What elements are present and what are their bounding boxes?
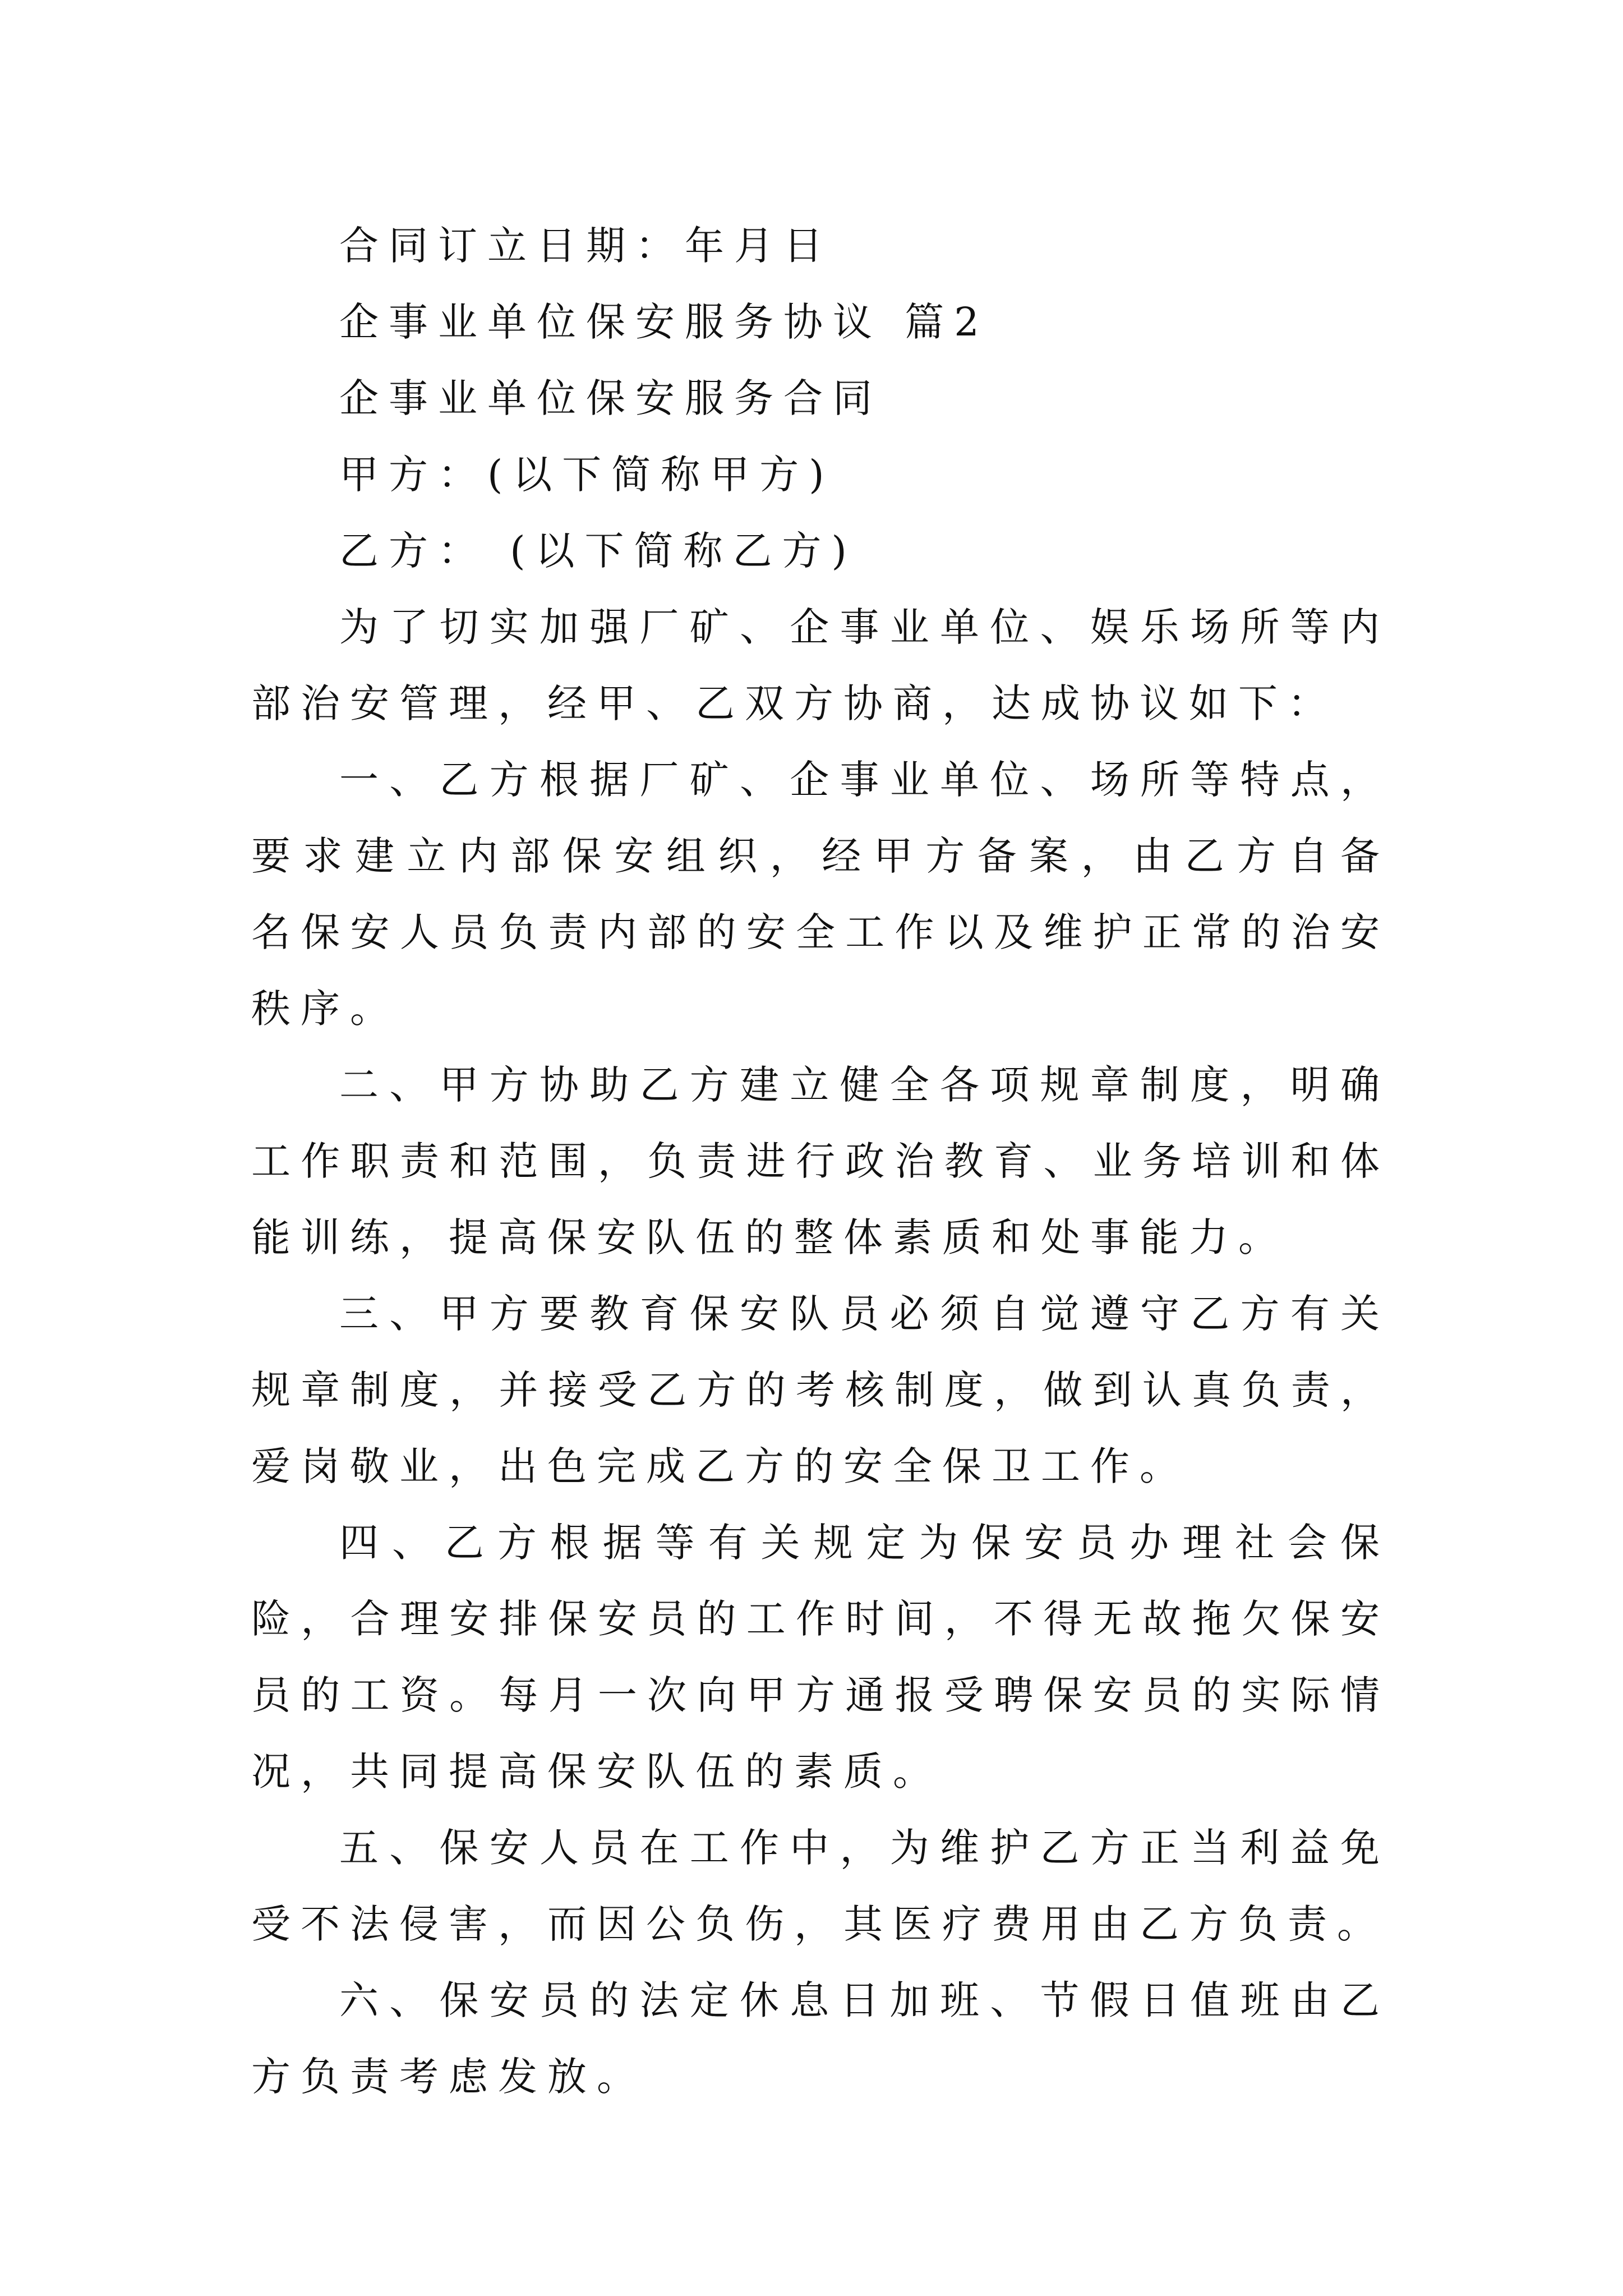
clause-5: 五、保安人员在工作中，为维护乙方正当利益免受不法侵害，而因公负伤，其医疗费用由乙方负责。 bbox=[251, 1825, 1390, 1947]
clause-3: 三、甲方要教育保安队员必须自觉遵守乙方有关规章制度，并接受乙方的考核制度，做到认真负责，爱岗敬业，出色完成乙方的安全保卫工作。 bbox=[251, 1291, 1390, 1489]
clause-2: 二、甲方协助乙方建立健全各项规章制度，明确工作职责和范围，负责进行政治教育、业务培训和体能训练，提高保安队伍的整体素质和处事能力。 bbox=[251, 1062, 1390, 1260]
contract-date-line: 合同订立日期：年月日 bbox=[339, 223, 833, 269]
party-b-line: 乙方： (以下简称乙方) bbox=[339, 528, 857, 574]
contract-title: 企事业单位保安服务合同 bbox=[339, 375, 882, 421]
clause-6: 六、保安员的法定休息日加班、节假日值班由乙方负责考虑发放。 bbox=[251, 1977, 1390, 2100]
section-heading: 企事业单位保安服务协议 篇2 bbox=[339, 299, 989, 345]
party-a-line: 甲方：(以下简称甲方) bbox=[339, 452, 834, 498]
document-body bbox=[251, 208, 1390, 2115]
intro-paragraph: 为了切实加强厂矿、企事业单位、娱乐场所等内部治安管理，经甲、乙双方协商，达成协议如下： bbox=[251, 604, 1390, 726]
clause-4: 四、乙方根据等有关规定为保安员办理社会保险，合理安排保安员的工作时间，不得无故拖欠保安员的工资。每月一次向甲方通报受聘保安员的实际情况，共同提高保安队伍的素质。 bbox=[251, 1520, 1390, 1795]
clause-1: 一、乙方根据厂矿、企事业单位、场所等特点，要求建立内部保安组织，经甲方备案，由乙方自备 名保安人员负责内部的安全工作以及维护正常的治安秩序。 bbox=[251, 757, 1390, 1032]
